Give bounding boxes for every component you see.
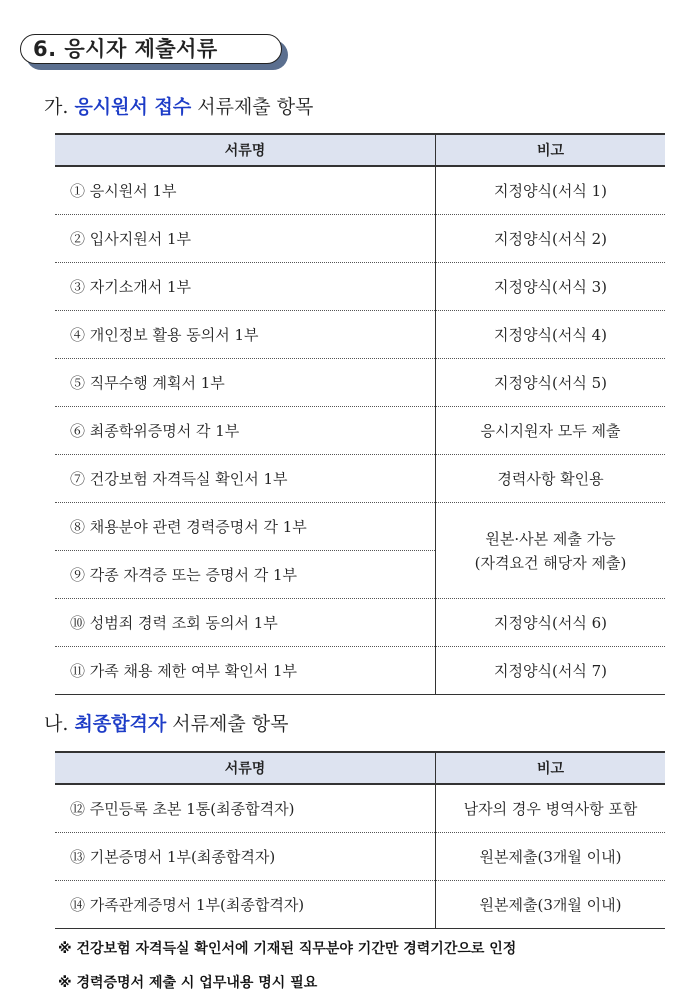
table-row — [55, 263, 665, 311]
header-name: 서류명 — [55, 752, 436, 784]
row-name: ③ 자기소개서 1부 — [55, 263, 436, 311]
row-name: ⑫ 주민등록 초본 1통(최종합격자) — [55, 784, 436, 833]
documents-table-b — [55, 751, 665, 929]
row-name: ⑬ 기본증명서 1부(최종합격자) — [55, 833, 436, 881]
row-name: ⑩ 성범죄 경력 조회 동의서 1부 — [55, 599, 436, 647]
subheading-b-prefix: 나. — [44, 713, 69, 735]
row-note: 지정양식(서식 6) — [436, 599, 666, 647]
merged-note — [436, 503, 666, 599]
table-header-row — [55, 134, 665, 166]
row-note: 지정양식(서식 4) — [436, 311, 666, 359]
table-row — [55, 647, 665, 695]
table-row — [55, 784, 665, 833]
row-name: ⑧ 채용분야 관련 경력증명서 각 1부 — [55, 503, 436, 551]
row-note: 경력사항 확인용 — [436, 455, 666, 503]
table-row — [55, 503, 665, 551]
subheading-a-highlight: 응시원서 접수 — [74, 96, 192, 118]
row-name: ⑥ 최종학위증명서 각 1부 — [55, 407, 436, 455]
table-row — [55, 455, 665, 503]
subheading-a — [44, 95, 313, 119]
subheading-b-suffix: 서류제출 항목 — [172, 713, 289, 735]
subheading-b-highlight: 최종합격자 — [74, 713, 167, 735]
row-note: 지정양식(서식 3) — [436, 263, 666, 311]
merged-note-line2: (자격요건 해당자 제출) — [474, 553, 627, 572]
row-name: ⑨ 각종 자격증 또는 증명서 각 1부 — [55, 551, 436, 599]
section-title-text: 6. 응시자 제출서류 — [20, 34, 282, 64]
row-name: ⑦ 건강보험 자격득실 확인서 1부 — [55, 455, 436, 503]
row-note: 지정양식(서식 1) — [436, 166, 666, 215]
row-note: 지정양식(서식 7) — [436, 647, 666, 695]
section-title — [20, 34, 288, 72]
row-note: 지정양식(서식 2) — [436, 215, 666, 263]
documents-table-a — [55, 133, 665, 695]
row-note: 지정양식(서식 5) — [436, 359, 666, 407]
table-row — [55, 359, 665, 407]
table-row — [55, 166, 665, 215]
header-note: 비고 — [436, 752, 666, 784]
row-name: ⑭ 가족관계증명서 1부(최종합격자) — [55, 881, 436, 929]
table-row — [55, 881, 665, 929]
row-name: ② 입사지원서 1부 — [55, 215, 436, 263]
header-name: 서류명 — [55, 134, 436, 166]
footnote-2: ※ 경력증명서 제출 시 업무내용 명시 필요 — [58, 975, 318, 991]
subheading-a-suffix: 서류제출 항목 — [197, 96, 314, 118]
table-row — [55, 215, 665, 263]
row-note: 응시지원자 모두 제출 — [436, 407, 666, 455]
table-row — [55, 311, 665, 359]
table-row — [55, 833, 665, 881]
row-note: 원본제출(3개월 이내) — [436, 833, 666, 881]
row-name: ① 응시원서 1부 — [55, 166, 436, 215]
table-header-row — [55, 752, 665, 784]
row-name: ⑪ 가족 채용 제한 여부 확인서 1부 — [55, 647, 436, 695]
row-note: 원본제출(3개월 이내) — [436, 881, 666, 929]
row-name: ⑤ 직무수행 계획서 1부 — [55, 359, 436, 407]
table-row — [55, 599, 665, 647]
row-note: 남자의 경우 병역사항 포함 — [436, 784, 666, 833]
footnote-1: ※ 건강보험 자격득실 확인서에 기재된 직무분야 기간만 경력기간으로 인정 — [58, 941, 517, 957]
subheading-b — [44, 712, 288, 736]
subheading-a-prefix: 가. — [44, 96, 69, 118]
header-note: 비고 — [436, 134, 666, 166]
table-row — [55, 407, 665, 455]
merged-note-line1: 원본·사본 제출 가능 — [485, 529, 616, 548]
row-name: ④ 개인정보 활용 동의서 1부 — [55, 311, 436, 359]
